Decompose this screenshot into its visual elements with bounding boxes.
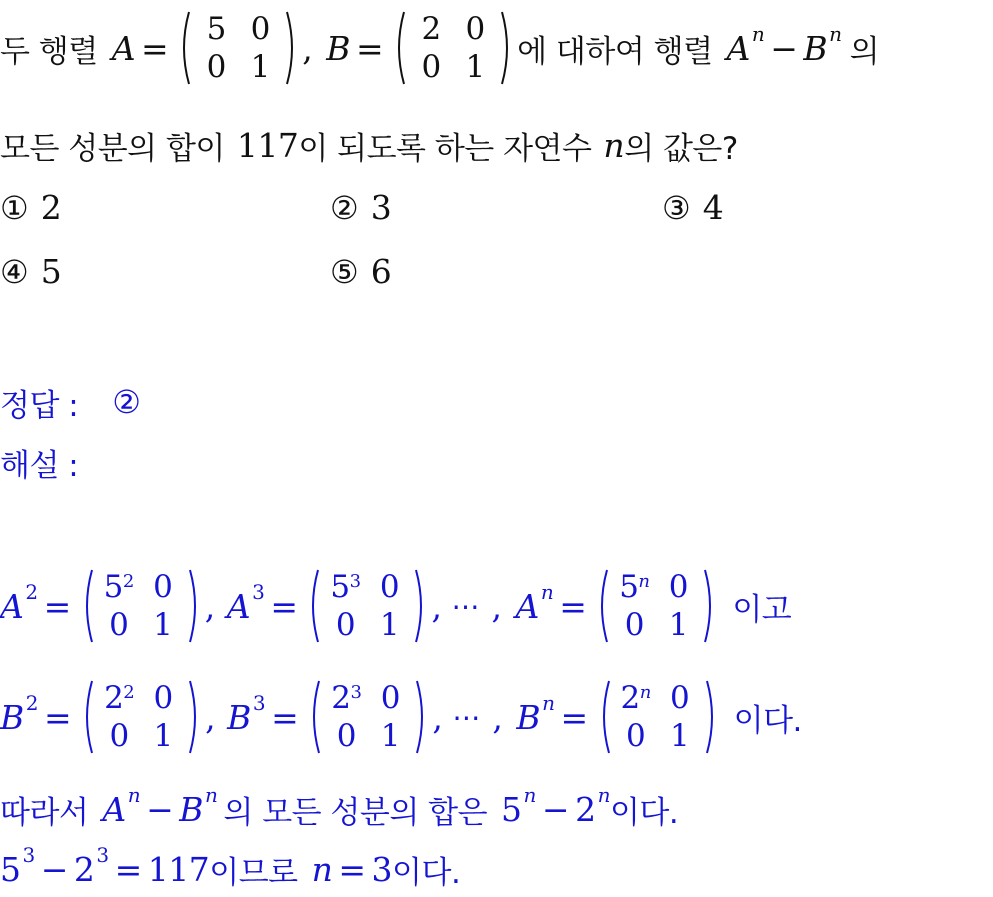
choice-mark: ⑤ xyxy=(330,252,359,291)
exponent-n: n xyxy=(597,783,610,807)
target-sum: 117 xyxy=(236,125,299,165)
solution-line-A xyxy=(0,566,791,646)
matrix-cell: 0 xyxy=(109,607,129,643)
matrix-cell: $2^2$ xyxy=(104,680,135,716)
matrix-B-cell: 1 xyxy=(465,49,485,85)
matrix-B3 xyxy=(308,679,428,755)
matrix-A3 xyxy=(307,568,427,644)
A-symbol: A xyxy=(0,586,24,626)
solution-end-2: 이다. xyxy=(733,702,802,739)
minus-sign: − xyxy=(541,789,570,829)
comma: , xyxy=(492,697,503,737)
matrix-cell: 0 xyxy=(153,569,173,605)
exponent-n: n xyxy=(205,783,218,807)
equals-sign: = xyxy=(141,28,169,68)
base-five: 5 xyxy=(501,789,522,829)
choice-4[interactable] xyxy=(0,252,62,291)
question-line2-start: 모든 성분의 합이 xyxy=(0,130,225,167)
solution-line-3 xyxy=(0,783,679,832)
matrix-cell: $5^2$ xyxy=(103,569,134,605)
A-symbol: A xyxy=(515,586,539,626)
exponent-n: n xyxy=(540,580,554,604)
B-symbol: B xyxy=(516,697,541,737)
sum-value: 117 xyxy=(147,849,210,889)
solution-line3-start: 따라서 xyxy=(0,794,89,831)
matrix-A xyxy=(178,10,298,86)
equals-sign: = xyxy=(271,697,299,737)
A-symbol: A xyxy=(726,28,750,68)
matrix-An xyxy=(596,568,716,644)
matrix-cell: 1 xyxy=(380,718,400,754)
matrix-cell: 0 xyxy=(668,569,688,605)
matrix-B2 xyxy=(81,679,201,755)
choice-value: 5 xyxy=(40,252,62,291)
question-line2-end: 의 값은? xyxy=(624,130,738,167)
question-mid: 에 대하여 행렬 xyxy=(517,33,713,70)
variable-n: n xyxy=(311,849,333,889)
matrix-cell: 0 xyxy=(336,718,356,754)
solution-line3-mid: 의 모든 성분의 합은 xyxy=(223,794,488,831)
matrix-A-cell: 0 xyxy=(206,49,226,85)
solution-line4-end: 이다. xyxy=(392,854,461,891)
equals-sign: = xyxy=(355,28,384,68)
solution-end-1: 이고 xyxy=(732,591,792,628)
matrix-cell: 0 xyxy=(379,569,400,605)
matrix-B-cell: 2 xyxy=(421,11,441,47)
base-two: 2 xyxy=(575,789,596,829)
solution-line3-end: 이다. xyxy=(609,794,679,831)
exponent-n: n xyxy=(542,691,555,715)
comma: , xyxy=(491,586,502,626)
comma: , xyxy=(302,28,313,68)
matrix-cell: $5^3$ xyxy=(330,569,361,605)
choice-value: 4 xyxy=(702,188,724,227)
comma: , xyxy=(432,697,443,737)
matrix-cell: $2^3$ xyxy=(331,680,362,716)
question-line-1 xyxy=(0,8,879,88)
question-line-2 xyxy=(0,122,738,168)
matrix-cell: 1 xyxy=(670,718,690,754)
question-prefix: 두 행렬 xyxy=(0,33,98,70)
matrix-A2 xyxy=(81,568,201,644)
matrix-cell: 0 xyxy=(624,607,644,643)
equals-sign: = xyxy=(44,697,72,737)
question-suffix: 의 xyxy=(849,33,880,70)
B-symbol: B xyxy=(803,28,828,68)
matrix-cell: 1 xyxy=(379,607,400,643)
matrix-cell: 1 xyxy=(153,718,173,754)
choice-mark: ② xyxy=(330,188,359,227)
equals-sign: = xyxy=(270,586,298,626)
matrix-cell: 2$^n$ xyxy=(620,680,651,716)
answer-value: ② xyxy=(112,383,141,421)
base-two: 2 xyxy=(73,849,95,889)
choice-2[interactable] xyxy=(330,188,392,227)
matrix-cell: 0 xyxy=(670,680,690,716)
exponent: 3 xyxy=(22,843,35,867)
matrix-cell: 1 xyxy=(668,607,688,643)
choice-5[interactable] xyxy=(330,252,392,291)
answer-label: 정답 : xyxy=(0,387,79,424)
choice-mark: ① xyxy=(0,188,29,227)
matrix-cell: 0 xyxy=(153,680,173,716)
exponent-n: n xyxy=(127,783,141,807)
matrix-B-cell: 0 xyxy=(421,49,441,85)
choice-mark: ④ xyxy=(0,252,29,291)
choice-value: 6 xyxy=(370,252,392,291)
matrix-cell: 0 xyxy=(335,607,356,643)
matrix-B-symbol: B xyxy=(326,28,350,68)
solution-line4-mid: 이므로 xyxy=(209,854,298,891)
matrix-B xyxy=(393,10,513,86)
exponent: 2 xyxy=(25,580,38,604)
minus-sign: − xyxy=(40,849,68,889)
matrix-cell: 0 xyxy=(109,718,129,754)
comma: , xyxy=(431,586,442,626)
matrix-Bn xyxy=(598,679,718,755)
exponent-n: n xyxy=(751,22,765,46)
answer-line xyxy=(0,380,140,424)
B-symbol: B xyxy=(179,789,203,829)
exponent: 3 xyxy=(96,843,109,867)
equals-sign: = xyxy=(559,586,587,626)
matrix-A-cell: 0 xyxy=(250,11,270,47)
choice-value: 3 xyxy=(370,188,392,227)
comma: , xyxy=(204,586,215,626)
ellipsis: ⋯ xyxy=(452,700,483,734)
choice-value: 2 xyxy=(40,188,62,227)
matrix-cell: 1 xyxy=(153,607,173,643)
equals-sign: = xyxy=(338,849,366,889)
exponent-n: n xyxy=(523,783,536,807)
exponent: 3 xyxy=(252,691,266,715)
explanation-label: 해설 : xyxy=(0,447,79,484)
exponent: 2 xyxy=(25,691,38,715)
matrix-cell: 0 xyxy=(380,680,400,716)
solution-line-4 xyxy=(0,843,461,892)
choice-1[interactable] xyxy=(0,188,62,227)
A-symbol: A xyxy=(226,586,251,626)
matrix-cell: 0 xyxy=(626,718,646,754)
matrix-B-cell: 0 xyxy=(465,11,485,47)
choice-3[interactable] xyxy=(662,188,724,227)
minus-sign: − xyxy=(770,28,798,68)
matrix-A-cell: 5 xyxy=(206,11,226,47)
equals-sign: = xyxy=(43,586,71,626)
equals-sign: = xyxy=(560,697,588,737)
choice-mark: ③ xyxy=(662,188,691,227)
A-symbol: A xyxy=(102,789,126,829)
base-five: 5 xyxy=(0,849,21,889)
matrix-A-cell: 1 xyxy=(250,49,270,85)
exponent-n: n xyxy=(829,22,842,46)
matrix-cell: 5$^n$ xyxy=(619,569,650,605)
solution-line-B xyxy=(0,677,802,757)
equals-sign: = xyxy=(114,849,142,889)
n-value: 3 xyxy=(371,849,393,889)
question-line2-mid: 이 되도록 하는 자연수 xyxy=(298,130,592,167)
ellipsis: ⋯ xyxy=(451,589,482,623)
explanation-label-line xyxy=(0,440,78,484)
variable-n: n xyxy=(603,125,625,165)
matrix-A-symbol: A xyxy=(111,28,136,68)
minus-sign: − xyxy=(146,789,174,829)
exponent: 3 xyxy=(252,580,265,604)
B-symbol: B xyxy=(0,697,24,737)
B-symbol: B xyxy=(227,697,251,737)
comma: , xyxy=(205,697,216,737)
